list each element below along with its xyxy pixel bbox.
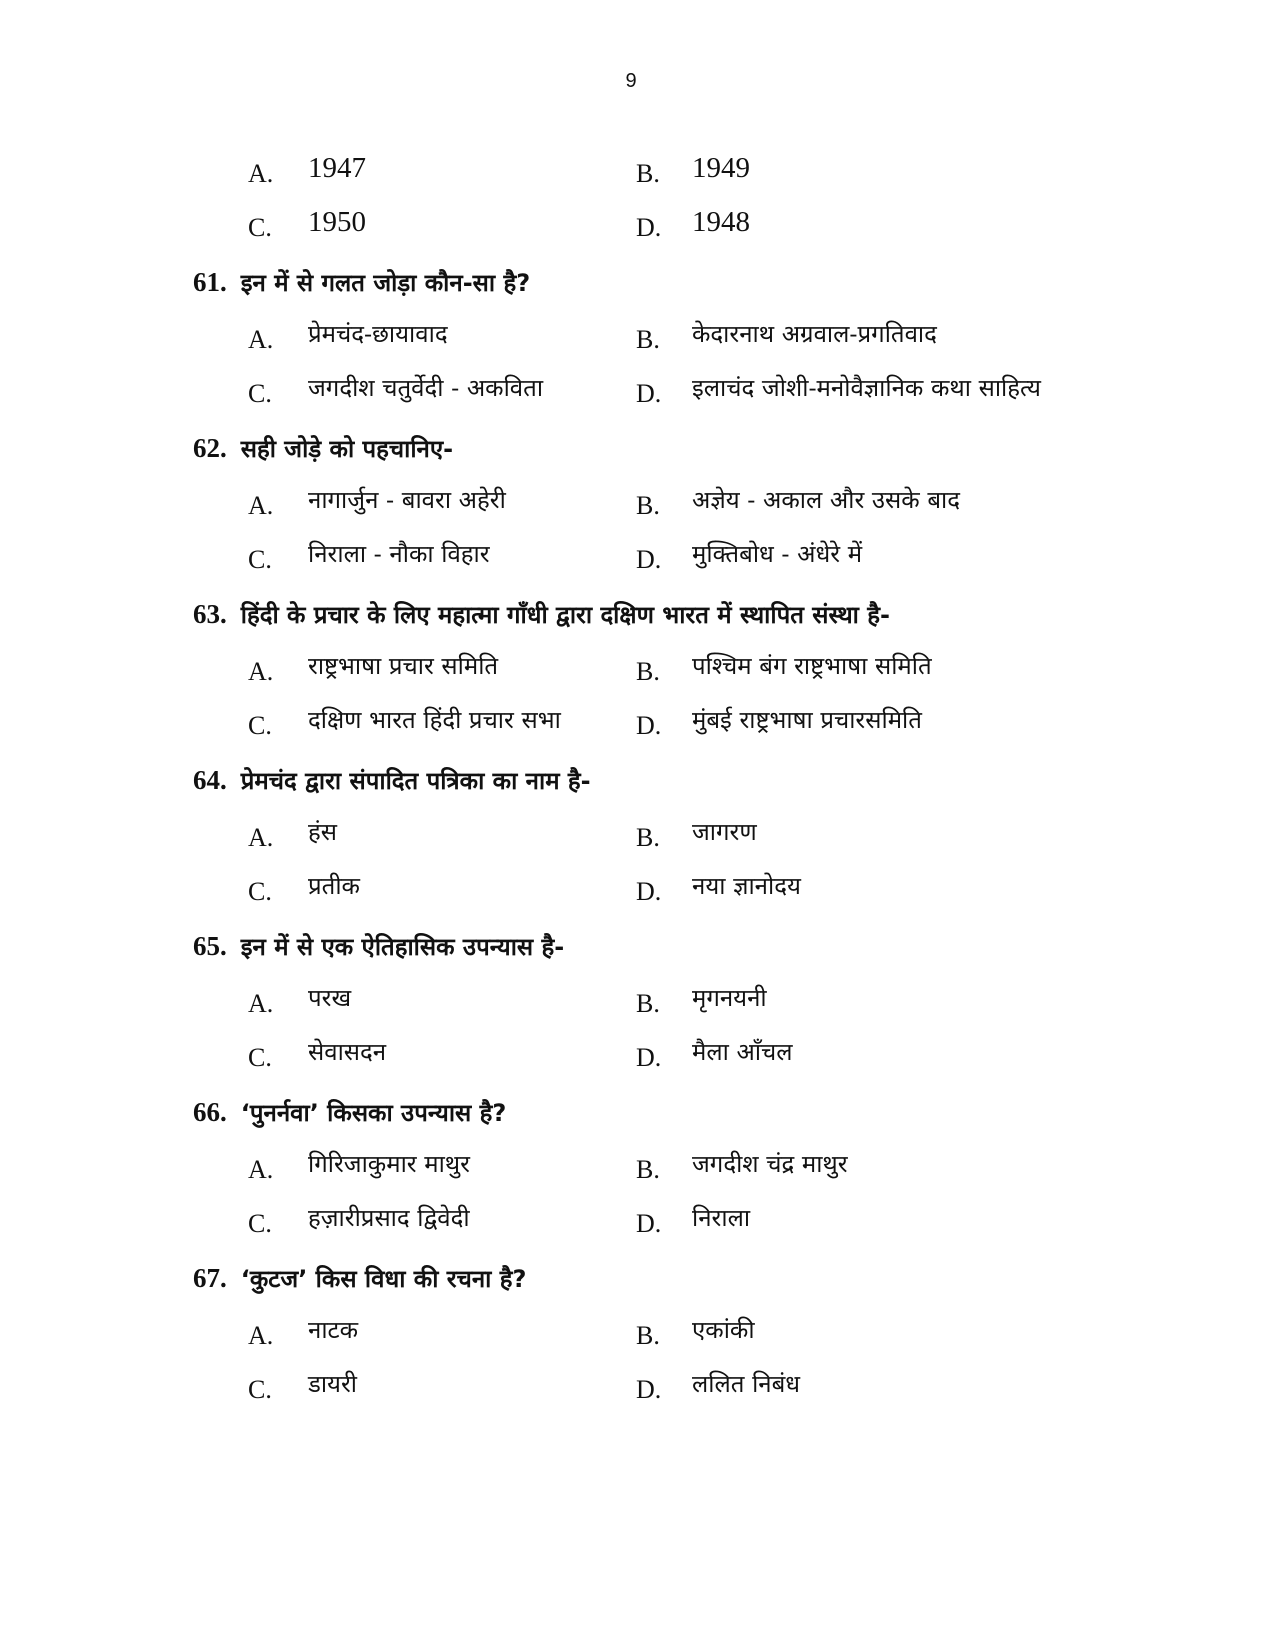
option-letter: A. bbox=[248, 1155, 274, 1184]
option-letter: A. bbox=[248, 159, 274, 188]
question-text: प्रेमचंद द्वारा संपादित पत्रिका का नाम है- bbox=[240, 767, 591, 795]
option-text: निराला - नौका विहार bbox=[308, 540, 490, 568]
option-letter: A. bbox=[248, 989, 274, 1018]
option-row bbox=[0, 1310, 1275, 1350]
option-row bbox=[0, 368, 1275, 408]
option-text: सेवासदन bbox=[308, 1038, 387, 1066]
option-row bbox=[0, 314, 1275, 354]
option-letter: D. bbox=[636, 545, 662, 574]
question-text: ‘पुनर्नवा’ किसका उपन्यास है? bbox=[240, 1099, 507, 1127]
option-letter: B. bbox=[636, 823, 660, 852]
question-number: 67. bbox=[193, 1263, 227, 1293]
option-row bbox=[0, 1198, 1275, 1238]
option-text: जागरण bbox=[692, 818, 757, 846]
option-text: नाटक bbox=[308, 1316, 359, 1344]
option-letter: C. bbox=[248, 379, 272, 408]
question-62 bbox=[193, 428, 453, 468]
option-text: प्रतीक bbox=[308, 872, 360, 900]
option-row bbox=[0, 646, 1275, 686]
option-row bbox=[0, 480, 1275, 520]
option-letter: B. bbox=[636, 989, 660, 1018]
option-row bbox=[0, 866, 1275, 906]
question-number: 62. bbox=[193, 433, 227, 463]
option-text: डायरी bbox=[308, 1370, 358, 1398]
option-row bbox=[0, 700, 1275, 740]
option-text: जगदीश चतुर्वेदी - अकविता bbox=[308, 374, 544, 402]
option-letter: A. bbox=[248, 657, 274, 686]
option-row bbox=[0, 1032, 1275, 1072]
option-text: निराला bbox=[692, 1204, 751, 1232]
question-text: हिंदी के प्रचार के लिए महात्मा गाँधी द्वारा दक्षिण भारत में स्थापित संस्था है- bbox=[240, 601, 890, 629]
option-row bbox=[0, 148, 1275, 188]
question-65 bbox=[193, 926, 564, 966]
option-letter: D. bbox=[636, 379, 662, 408]
option-letter: D. bbox=[636, 877, 662, 906]
option-text: नागार्जुन - बावरा अहेरी bbox=[308, 486, 506, 514]
option-letter: D. bbox=[636, 1375, 662, 1404]
question-text: इन में से एक ऐतिहासिक उपन्यास है- bbox=[240, 933, 565, 961]
option-letter: D. bbox=[636, 1209, 662, 1238]
option-letter: C. bbox=[248, 213, 272, 242]
option-letter: D. bbox=[636, 1043, 662, 1072]
option-text: मुक्तिबोध - अंधेरे में bbox=[692, 540, 863, 568]
option-letter: A. bbox=[248, 491, 274, 520]
option-row bbox=[0, 1364, 1275, 1404]
question-64 bbox=[193, 760, 591, 800]
option-row bbox=[0, 534, 1275, 574]
option-letter: C. bbox=[248, 877, 272, 906]
option-letter: D. bbox=[636, 213, 662, 242]
option-letter: C. bbox=[248, 1375, 272, 1404]
question-61 bbox=[193, 262, 530, 302]
option-text: 1948 bbox=[692, 206, 750, 238]
option-text: केदारनाथ अग्रवाल-प्रगतिवाद bbox=[692, 320, 937, 348]
option-letter: C. bbox=[248, 1043, 272, 1072]
question-66 bbox=[193, 1092, 506, 1132]
option-text: ललित निबंध bbox=[692, 1370, 801, 1398]
option-row bbox=[0, 1144, 1275, 1184]
option-text: 1950 bbox=[308, 206, 366, 238]
question-67 bbox=[193, 1258, 526, 1298]
option-text: राष्ट्रभाषा प्रचार समिति bbox=[308, 652, 499, 680]
question-number: 61. bbox=[193, 267, 227, 297]
option-row bbox=[0, 978, 1275, 1018]
option-text: अज्ञेय - अकाल और उसके बाद bbox=[692, 486, 960, 514]
option-letter: B. bbox=[636, 325, 660, 354]
option-letter: C. bbox=[248, 545, 272, 574]
option-text: मृगनयनी bbox=[692, 984, 767, 1012]
option-row bbox=[0, 202, 1275, 242]
option-letter: A. bbox=[248, 1321, 274, 1350]
question-number: 66. bbox=[193, 1097, 227, 1127]
option-text: मुंबई राष्ट्रभाषा प्रचारसमिति bbox=[692, 706, 922, 734]
option-letter: B. bbox=[636, 657, 660, 686]
option-letter: A. bbox=[248, 823, 274, 852]
option-letter: B. bbox=[636, 1321, 660, 1350]
option-text: गिरिजाकुमार माथुर bbox=[308, 1150, 470, 1178]
question-text: ‘कुटज’ किस विधा की रचना है? bbox=[240, 1265, 527, 1293]
option-text: हज़ारीप्रसाद द्विवेदी bbox=[308, 1204, 470, 1232]
option-letter: B. bbox=[636, 159, 660, 188]
option-text: जगदीश चंद्र माथुर bbox=[692, 1150, 848, 1178]
question-number: 64. bbox=[193, 765, 227, 795]
option-text: 1949 bbox=[692, 152, 750, 184]
option-letter: B. bbox=[636, 491, 660, 520]
option-letter: C. bbox=[248, 711, 272, 740]
option-letter: D. bbox=[636, 711, 662, 740]
option-text: हंस bbox=[308, 818, 337, 846]
question-63 bbox=[193, 594, 890, 634]
option-letter: C. bbox=[248, 1209, 272, 1238]
question-text: सही जोड़े को पहचानिए- bbox=[240, 435, 454, 463]
option-text: प्रेमचंद-छायावाद bbox=[308, 320, 448, 348]
option-text: एकांकी bbox=[692, 1316, 755, 1344]
question-number: 63. bbox=[193, 599, 227, 629]
option-text: इलाचंद जोशी-मनोवैज्ञानिक कथा साहित्य bbox=[692, 374, 1041, 402]
option-text: दक्षिण भारत हिंदी प्रचार सभा bbox=[308, 706, 561, 734]
option-letter: B. bbox=[636, 1155, 660, 1184]
question-number: 65. bbox=[193, 931, 227, 961]
option-text: परख bbox=[308, 984, 352, 1012]
option-text: मैला आँचल bbox=[692, 1038, 793, 1066]
option-text: 1947 bbox=[308, 152, 366, 184]
option-text: पश्चिम बंग राष्ट्रभाषा समिति bbox=[692, 652, 932, 680]
page-number: 9 bbox=[625, 70, 637, 92]
option-text: नया ज्ञानोदय bbox=[692, 872, 801, 900]
option-row bbox=[0, 812, 1275, 852]
question-text: इन में से गलत जोड़ा कौन-सा है? bbox=[240, 269, 531, 297]
option-letter: A. bbox=[248, 325, 274, 354]
